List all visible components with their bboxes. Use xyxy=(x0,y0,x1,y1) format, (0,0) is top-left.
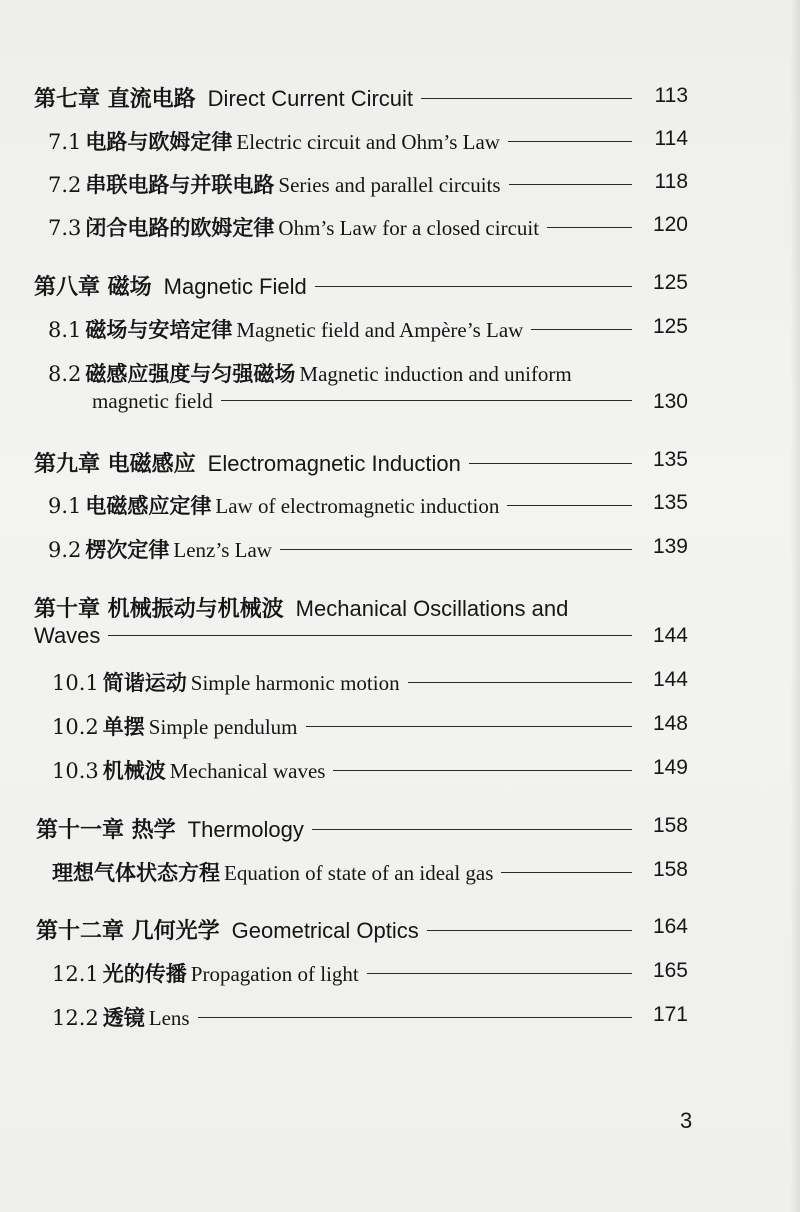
dot-leader xyxy=(531,329,632,330)
dot-leader xyxy=(280,549,632,550)
section-title-cn: 磁场与安培定律 xyxy=(85,317,233,342)
dot-leader xyxy=(367,973,632,974)
section-number: 12.1 xyxy=(52,962,99,986)
chapter-title-cn: 第十章 机械振动与机械波 xyxy=(34,597,284,622)
section-number: 10.2 xyxy=(52,715,99,739)
toc-section-8-1[interactable] xyxy=(48,314,688,344)
toc-section-12-1[interactable] xyxy=(52,958,688,988)
section-number: 9.2 xyxy=(48,538,82,562)
dot-leader xyxy=(427,930,632,931)
section-number: 7.2 xyxy=(48,173,82,197)
section-title-en: Lenz’s Law xyxy=(173,538,272,562)
chapter-title-en: Magnetic Field xyxy=(163,274,307,299)
page-ref: 118 xyxy=(654,170,688,193)
dot-leader xyxy=(421,98,632,99)
section-title-cn: 机械波 xyxy=(102,758,166,783)
section-title-en: Law of electromagnetic induction xyxy=(215,494,500,518)
section-title-cn: 楞次定律 xyxy=(85,537,170,562)
dot-leader xyxy=(306,726,632,727)
page-ref: 144 xyxy=(652,668,688,691)
section-title-en: Electric circuit and Ohm’s Law xyxy=(236,130,500,154)
page-ref: 171 xyxy=(652,1003,688,1026)
section-number: 9.1 xyxy=(48,494,82,518)
page-ref: 125 xyxy=(652,315,688,338)
section-number: 10.3 xyxy=(52,759,99,783)
toc-chapter-12[interactable] xyxy=(36,914,688,945)
section-title-cn: 闭合电路的欧姆定律 xyxy=(85,215,275,240)
dot-leader xyxy=(507,505,632,506)
page-ref: 139 xyxy=(652,535,688,558)
section-title-cn: 串联电路与并联电路 xyxy=(85,172,275,197)
chapter-title-en-continued: Waves xyxy=(34,623,101,648)
section-title-en: Magnetic induction and uniform xyxy=(299,362,572,386)
dot-leader xyxy=(312,829,632,830)
toc-section-7-3[interactable] xyxy=(48,212,688,242)
chapter-title-cn: 第八章 磁场 xyxy=(34,275,152,300)
page-ref: 114 xyxy=(654,127,688,150)
section-title-en-continued: magnetic field xyxy=(92,389,213,413)
dot-leader xyxy=(333,770,632,771)
toc-chapter-8[interactable] xyxy=(34,270,688,301)
section-title-en: Ohm’s Law for a closed circuit xyxy=(278,216,540,240)
dot-leader xyxy=(108,635,632,636)
page-ref: 125 xyxy=(652,271,688,294)
chapter-title-en: Electromagnetic Induction xyxy=(207,451,461,476)
toc-section-9-2[interactable] xyxy=(48,534,688,564)
chapter-title-cn: 第九章 电磁感应 xyxy=(34,452,196,477)
toc-section-9-1[interactable] xyxy=(48,490,688,520)
toc-section-12-2[interactable] xyxy=(52,1002,688,1032)
chapter-title-cn: 第十一章 热学 xyxy=(36,818,176,843)
section-title-cn: 电路与欧姆定律 xyxy=(85,129,233,154)
section-title-cn: 理想气体状态方程 xyxy=(52,860,220,885)
section-title-en: Mechanical waves xyxy=(169,759,326,783)
dot-leader xyxy=(221,400,632,401)
section-title-en: Series and parallel circuits xyxy=(278,173,501,197)
toc-section-10-3[interactable] xyxy=(52,755,688,785)
dot-leader xyxy=(547,227,632,228)
dot-leader xyxy=(408,682,632,683)
page-ref: 148 xyxy=(652,712,688,735)
section-number: 10.1 xyxy=(52,671,99,695)
page-ref: 130 xyxy=(652,390,688,413)
page-ref: 135 xyxy=(652,448,688,471)
chapter-title-en: Mechanical Oscillations and xyxy=(295,596,569,621)
dot-leader xyxy=(509,184,632,185)
page-ref: 164 xyxy=(652,915,688,938)
toc-chapter-7[interactable] xyxy=(34,82,688,113)
toc-section-8-2-continued[interactable] xyxy=(92,389,688,414)
toc-chapter-10-continued[interactable] xyxy=(34,623,688,649)
dot-leader xyxy=(501,872,632,873)
section-title-cn: 磁感应强度与匀强磁场 xyxy=(85,361,296,386)
dot-leader xyxy=(315,286,632,287)
dot-leader xyxy=(469,463,632,464)
page-edge-shadow xyxy=(790,0,800,1212)
page-ref: 120 xyxy=(652,213,688,236)
section-title-en: Magnetic field and Ampère’s Law xyxy=(236,318,524,342)
section-number: 8.1 xyxy=(48,318,82,342)
section-title-cn: 光的传播 xyxy=(102,961,187,986)
page-ref: 135 xyxy=(652,491,688,514)
toc-chapter-11[interactable] xyxy=(36,813,688,844)
chapter-title-en: Direct Current Circuit xyxy=(207,86,414,111)
chapter-title-en: Thermology xyxy=(187,817,304,842)
section-number: 7.3 xyxy=(48,216,82,240)
toc-section-7-1[interactable] xyxy=(48,126,688,156)
section-title-en: Propagation of light xyxy=(190,962,359,986)
toc-section-8-2[interactable] xyxy=(48,358,688,388)
section-title-en: Simple harmonic motion xyxy=(190,671,400,695)
page-ref: 158 xyxy=(652,814,688,837)
section-title-cn: 简谐运动 xyxy=(102,670,187,695)
page-ref: 158 xyxy=(652,858,688,881)
page-ref: 149 xyxy=(652,756,688,779)
toc-chapter-9[interactable] xyxy=(34,447,688,478)
chapter-title-cn: 第十二章 几何光学 xyxy=(36,919,220,944)
toc-section-10-1[interactable] xyxy=(52,667,688,697)
chapter-title-en: Geometrical Optics xyxy=(231,918,419,943)
section-title-cn: 电磁感应定律 xyxy=(85,493,212,518)
page-ref: 113 xyxy=(654,84,688,107)
section-number: 7.1 xyxy=(48,130,82,154)
section-title-en: Equation of state of an ideal gas xyxy=(224,861,494,885)
dot-leader xyxy=(508,141,632,142)
page-ref: 165 xyxy=(652,959,688,982)
chapter-title-cn: 第七章 直流电路 xyxy=(34,87,196,112)
section-title-en: Lens xyxy=(148,1006,190,1030)
toc-section-7-2[interactable] xyxy=(48,169,688,199)
dot-leader xyxy=(198,1017,632,1018)
page-number: 3 xyxy=(680,1108,693,1133)
section-number: 12.2 xyxy=(52,1006,99,1030)
toc-section-10-2[interactable] xyxy=(52,711,688,741)
section-title-en: Simple pendulum xyxy=(148,715,298,739)
section-title-cn: 透镜 xyxy=(102,1005,145,1030)
toc-chapter-10[interactable] xyxy=(34,592,688,623)
toc-section-11-1[interactable] xyxy=(52,857,688,887)
section-number: 8.2 xyxy=(48,362,82,386)
section-title-cn: 单摆 xyxy=(102,714,145,739)
page-ref: 144 xyxy=(652,624,688,647)
